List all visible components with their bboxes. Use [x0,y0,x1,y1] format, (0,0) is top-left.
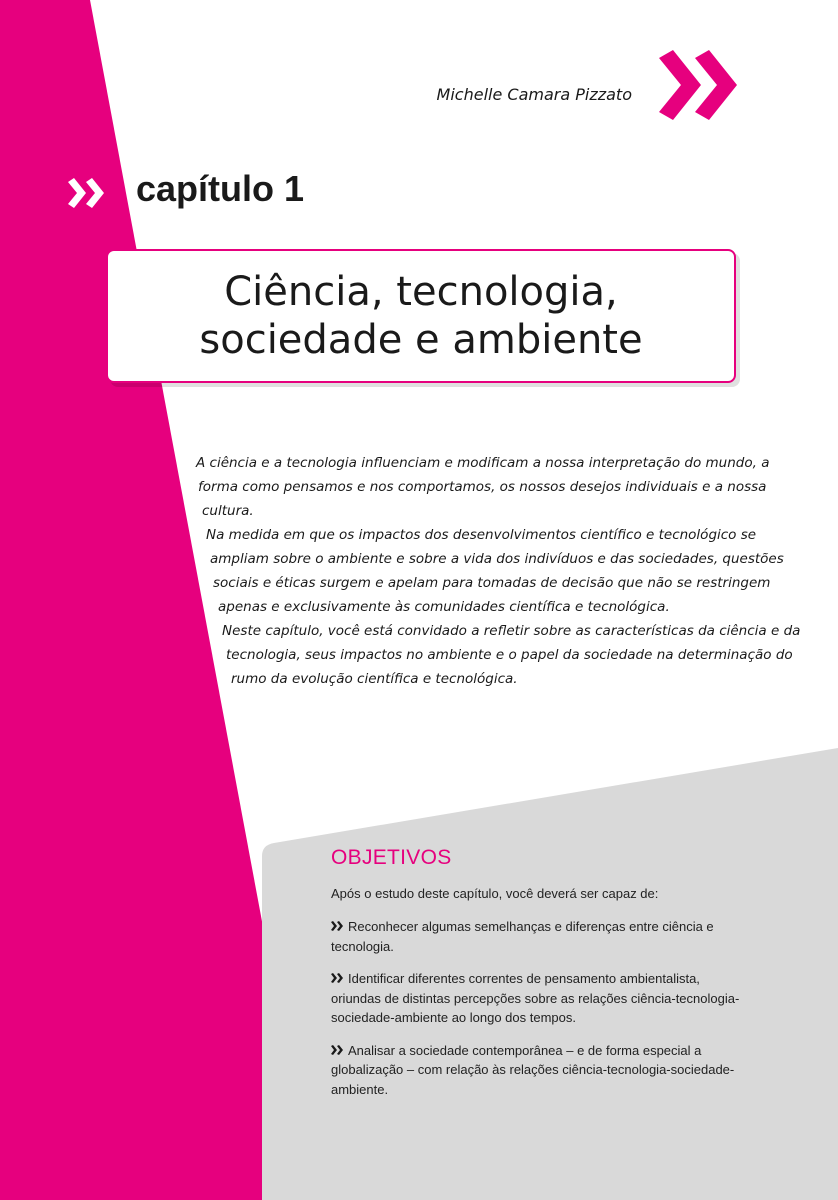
intro-line: Neste capítulo, você está convidado a refletir sobre as características da ciência e da [222,623,801,639]
intro-line: tecnologia, seus impactos no ambiente e o papel da sociedade na determinação do [226,647,793,663]
intro-line: ampliam sobre o ambiente e sobre a vida dos indivíduos e das sociedades, questões [210,551,784,567]
intro-line: forma como pensamos e nos comportamos, os nossos desejos individuais e a nossa [198,479,767,495]
objectives-lead: Após o estudo deste capítulo, você deverá ser capaz de: [331,886,659,901]
objective-item [331,969,741,1028]
objective-line: oriundas de distintas percepções sobre as relações ciência-tecnologia- [331,990,740,1006]
objective-line: Analisar a sociedade contemporânea – e de forma especial a [348,1042,702,1058]
intro-line: apenas e exclusivamente às comunidades científica e tecnológica. [218,599,670,615]
title-line-2: sociedade e ambiente [199,317,643,363]
intro-line: sociais e éticas surgem e apelam para tomadas de decisão que não se restringem [213,575,771,591]
intro-line: rumo da evolução científica e tecnológica. [231,671,518,687]
objective-line: ambiente. [331,1081,389,1097]
objectives-section [331,846,741,1112]
objective-line: Reconhecer algumas semelhanças e diferenças entre ciência e [348,919,714,934]
objective-line: tecnologia. [331,938,394,954]
chevron-bullet-icon [331,1045,345,1055]
chapter-title-box [106,249,736,383]
chapter-chevron-icon [66,178,110,208]
objective-line: sociedade-ambiente ao longo dos tempos. [331,1010,576,1025]
chevron-bullet-icon [331,921,345,931]
objective-item [331,917,741,956]
intro-line: A ciência e a tecnologia influenciam e modificam a nossa interpretação do mundo, a [196,455,770,471]
objective-line: Identificar diferentes correntes de pensamento ambientalista, [348,971,700,986]
intro-line: cultura. [202,503,254,519]
chevron-bullet-icon [331,973,345,983]
objectives-heading: OBJETIVOS [331,846,452,869]
title-line-1: Ciência, tecnologia, [224,269,618,315]
objective-line: globalização – com relação às relações ciência-tecnologia-sociedade- [331,1062,735,1077]
chapter-label: capítulo 1 [136,168,305,209]
double-chevron-right-icon [655,50,743,120]
author-name: Michelle Camara Pizzato [436,85,632,104]
objective-item [331,1041,741,1100]
intro-line: Na medida em que os impactos dos desenvolvimentos científico e tecnológico se [206,527,757,543]
